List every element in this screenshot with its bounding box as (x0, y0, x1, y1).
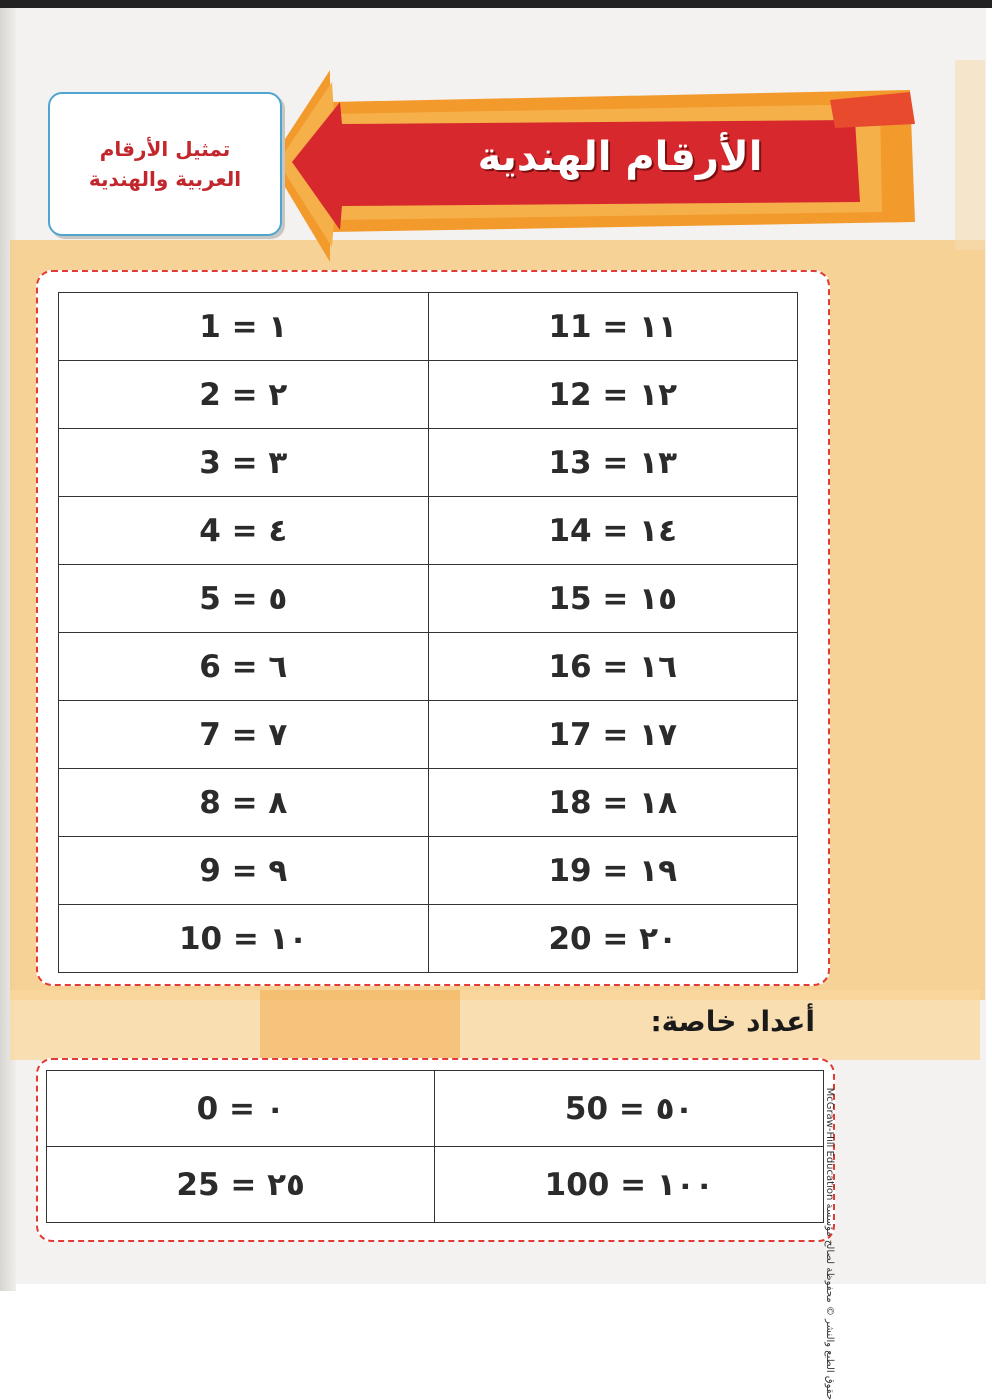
table-row (59, 837, 798, 905)
paint-stroke-accent (260, 990, 460, 1065)
table-cell-right: 17 = ١٧ (428, 701, 798, 769)
table-row (59, 905, 798, 973)
table-cell-right: 19 = ١٩ (428, 837, 798, 905)
table-row (59, 361, 798, 429)
table-row (59, 429, 798, 497)
table-cell-left: 6 = ٦ (59, 633, 429, 701)
table-cell-left: 1 = ١ (59, 293, 429, 361)
table-cell-right: 100 = ١٠٠ (435, 1147, 824, 1223)
copyright-credit: حقوق الطبع والنشر © محفوظة لصالح مؤسسة McGraw-Hill Education (824, 1087, 835, 1400)
table-cell-right: 14 = ١٤ (428, 497, 798, 565)
table-row (59, 701, 798, 769)
table-cell-left: 3 = ٣ (59, 429, 429, 497)
table-cell-left: 2 = ٢ (59, 361, 429, 429)
page-title: الأرقام الهندية (477, 134, 763, 180)
table-cell-left: 4 = ٤ (59, 497, 429, 565)
numbers-table (58, 292, 798, 973)
table-cell-right: 13 = ١٣ (428, 429, 798, 497)
table-row (59, 293, 798, 361)
table-cell-left: 10 = ١٠ (59, 905, 429, 973)
table-cell-left: 0 = ٠ (47, 1071, 435, 1147)
special-numbers-table (46, 1070, 824, 1223)
table-cell-left: 25 = ٢٥ (47, 1147, 435, 1223)
table-row (47, 1147, 824, 1223)
page-top-edge (0, 0, 992, 8)
table-cell-right: 11 = ١١ (428, 293, 798, 361)
table-cell-right: 12 = ١٢ (428, 361, 798, 429)
table-cell-right: 20 = ٢٠ (428, 905, 798, 973)
lesson-badge (48, 92, 282, 236)
table-cell-right: 50 = ٥٠ (435, 1071, 824, 1147)
table-row (59, 769, 798, 837)
table-row (59, 565, 798, 633)
paint-stroke-right (955, 60, 985, 250)
table-row (59, 633, 798, 701)
table-row (47, 1071, 824, 1147)
special-numbers-heading: أعداد خاصة: (650, 1005, 815, 1038)
table-cell-left: 8 = ٨ (59, 769, 429, 837)
table-cell-left: 9 = ٩ (59, 837, 429, 905)
table-cell-left: 5 = ٥ (59, 565, 429, 633)
table-cell-right: 18 = ١٨ (428, 769, 798, 837)
lesson-badge-text: تمثيل الأرقام العربية والهندية (88, 137, 242, 191)
table-cell-left: 7 = ٧ (59, 701, 429, 769)
table-cell-right: 15 = ١٥ (428, 565, 798, 633)
table-row (59, 497, 798, 565)
table-cell-right: 16 = ١٦ (428, 633, 798, 701)
